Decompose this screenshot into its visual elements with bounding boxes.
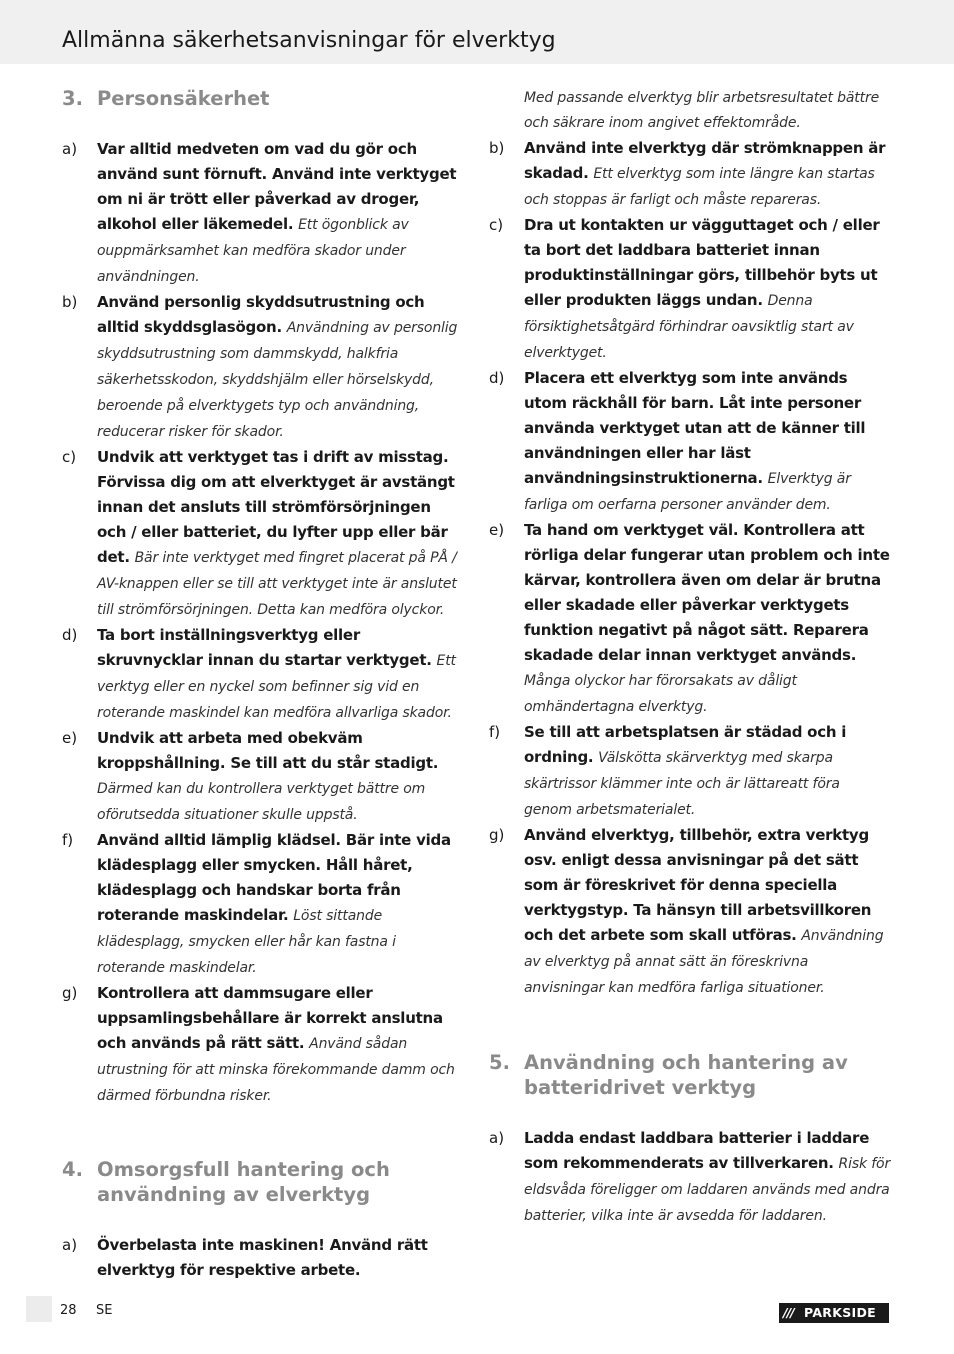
item-italic-text: Elverktyg är farliga om oerfarna personer använder dem.	[524, 471, 851, 513]
section-4-heading	[62, 1157, 464, 1207]
item-bold-text: Använd personlig skyddsutrustning och alltid skyddsglasögon.	[97, 293, 425, 336]
item-italic-text: Välskötta skärverktyg med skarpa skärtrissor klämmer inte och är lättareatt föra genom arbetsmaterialet.	[524, 750, 840, 818]
section-title: Personsäkerhet	[97, 87, 270, 110]
item-bold-text: Undvik att arbeta med obekväm kroppshållning. Se till att du står stadigt.	[97, 729, 439, 772]
item-italic-text: Därmed kan du kontrollera verktyget bättre om oförutsedda situationer skulle uppstå.	[97, 781, 426, 823]
right-column	[489, 86, 891, 1229]
item-bold-text: Var alltid medveten om vad du gör och använd sunt förnuft. Använd inte verktyget om ni är trött eller påverkad av droger, alkohol eller läkemedel.	[97, 140, 457, 233]
item-label: b)	[489, 139, 505, 157]
list-item	[62, 137, 464, 290]
item-bold-text: Använd alltid lämplig klädsel. Bär inte vida klädesplagg eller smycken. Håll håret, klädesplagg och handskar borta från roterande maskindelar.	[97, 831, 451, 924]
item-label: c)	[62, 448, 77, 466]
item-italic-text: Ett elverktyg som inte längre kan startas och stoppas är farligt och måste repareras.	[524, 166, 875, 208]
item-bold-text: Ta hand om verktyget väl. Kontrollera att rörliga delar fungerar utan problem och inte kärvar, kontrollera även om delar är brutna eller skadade eller påverkar verktygets funktion negativt på något sätt. Reparera skadade delar innan verktyget används.	[524, 521, 890, 664]
page-number: 28	[60, 1303, 77, 1318]
item-italic-text: Denna försiktighetsåtgärd förhindrar oavsiktlig start av elverktyget.	[524, 293, 854, 361]
list-item	[489, 213, 891, 366]
item-bold-text: Placera ett elverktyg som inte används utom räckhåll för barn. Låt inte personer använda verktyget utan att de känner till användningen eller har läst användningsinstruktionerna.	[524, 369, 866, 487]
item-bold-text: Ta bort inställningsverktyg eller skruvnycklar innan du startar verktyget.	[97, 626, 432, 669]
section-5-heading	[489, 1050, 891, 1100]
list-item	[62, 726, 464, 828]
item-label: a)	[489, 1129, 505, 1147]
item-label: a)	[62, 140, 78, 158]
continued-text: Med passande elverktyg blir arbetsresultatet bättre och säkrare inom angivet effektområde.	[524, 90, 880, 131]
list-item	[489, 720, 891, 823]
item-label: g)	[489, 826, 505, 844]
item-italic-text: Löst sittande klädesplagg, smycken eller hår kan fastna i roterande maskindelar.	[97, 908, 396, 976]
item-bold-text: Dra ut kontakten ur vägguttaget och / eller ta bort det laddbara batteriet innan produktinställningar görs, tillbehör byts ut eller produkten läggs undan.	[524, 216, 880, 309]
item-bold-text: Använd elverktyg, tillbehör, extra verktyg osv. enligt dessa anvisningar på det sätt som är föreskrivet för denna speciella verktygstyp. Ta hänsyn till arbetsvillkoren och det arbete som skall utföras.	[524, 826, 872, 944]
item-italic-text: Risk för eldsvåda föreligger om laddaren används med andra batterier, vilka inte är avsedda för laddaren.	[524, 1156, 891, 1224]
list-item	[62, 290, 464, 445]
item-italic-text: Ett verktyg eller en nyckel som befinner sig vid en roterande maskindel kan medföra allvarliga skador.	[97, 653, 456, 721]
item-label: f)	[62, 831, 74, 849]
item-label: g)	[62, 984, 78, 1002]
list-item	[62, 623, 464, 726]
list-item	[489, 366, 891, 518]
list-item	[62, 828, 464, 981]
item-bold-text: Undvik att verktyget tas i drift av misstag. Förvissa dig om att elverktyget är avstängt innan det ansluts till strömförsörjningen och / eller batteriet, du lyfter upp eller bär det.	[97, 448, 455, 566]
list-item	[489, 518, 891, 720]
item-bold-text: Ladda endast laddbara batterier i laddare som rekommenderats av tillverkaren.	[524, 1129, 870, 1172]
logo-text: PARKSIDE	[804, 1305, 876, 1320]
page-language: SE	[96, 1303, 113, 1318]
item-label: d)	[489, 369, 505, 387]
page-title: Allmänna säkerhetsanvisningar för elverktyg	[62, 28, 556, 53]
logo-stripes-icon: ///	[783, 1305, 794, 1320]
item-bold-text: Kontrollera att dammsugare eller uppsamlingsbehållare är korrekt anslutna och används på rätt sätt.	[97, 984, 443, 1052]
list-item	[62, 1233, 464, 1283]
item-italic-text: Användning av personlig skyddsutrustning som dammskydd, halkfria säkerhetsskodon, skyddshjälm eller hörselskydd, beroende på elverktygets typ och användning, reducerar risker för skador.	[97, 320, 458, 440]
item-italic-text: Ett ögonblick av ouppmärksamhet kan medföra skador under användningen.	[97, 217, 409, 285]
item-label: c)	[489, 216, 504, 234]
item-italic-text: Många olyckor har förorsakats av dåligt omhändertagna elverktyg.	[524, 673, 797, 715]
item-bold-text: Se till att arbetsplatsen är städad och i ordning.	[524, 723, 847, 766]
item-italic-text: Användning av elverktyg på annat sätt än föreskrivna anvisningar kan medföra farliga situationer.	[524, 928, 884, 996]
section-number: 4.	[62, 1158, 83, 1181]
item-bold-text: Överbelasta inte maskinen! Använd rätt elverktyg för respektive arbete.	[97, 1236, 428, 1279]
item-bold-text: Använd inte elverktyg där strömknappen är skadad.	[524, 139, 886, 182]
list-item	[62, 981, 464, 1109]
list-item	[62, 445, 464, 623]
list-item	[489, 136, 891, 213]
section-title: Användning och hantering av batteridrivet verktyg	[524, 1051, 848, 1099]
item-label: a)	[62, 1236, 78, 1254]
footer-marker	[26, 1296, 52, 1322]
parkside-logo	[779, 1303, 889, 1323]
section-number: 5.	[489, 1051, 510, 1074]
item-label: f)	[489, 723, 501, 741]
left-column	[62, 86, 464, 1283]
item-label: e)	[489, 521, 505, 539]
page-header	[0, 0, 954, 64]
item-label: b)	[62, 293, 78, 311]
list-item	[489, 1126, 891, 1229]
item-italic-text: Bär inte verktyget med fingret placerat på PÅ / AV-knappen eller se till att verktyget inte är anslutet till strömförsörjningen. Detta kan medföra olyckor.	[97, 550, 457, 618]
section-number: 3.	[62, 87, 83, 110]
list-item	[489, 823, 891, 1001]
item-italic-text: Använd sådan utrustning för att minska förekommande damm och därmed förbundna risker.	[97, 1036, 455, 1104]
item-label: d)	[62, 626, 78, 644]
section-title: Omsorgsfull hantering och användning av elverktyg	[97, 1158, 390, 1206]
item-label: e)	[62, 729, 78, 747]
section-3-heading	[62, 86, 464, 111]
